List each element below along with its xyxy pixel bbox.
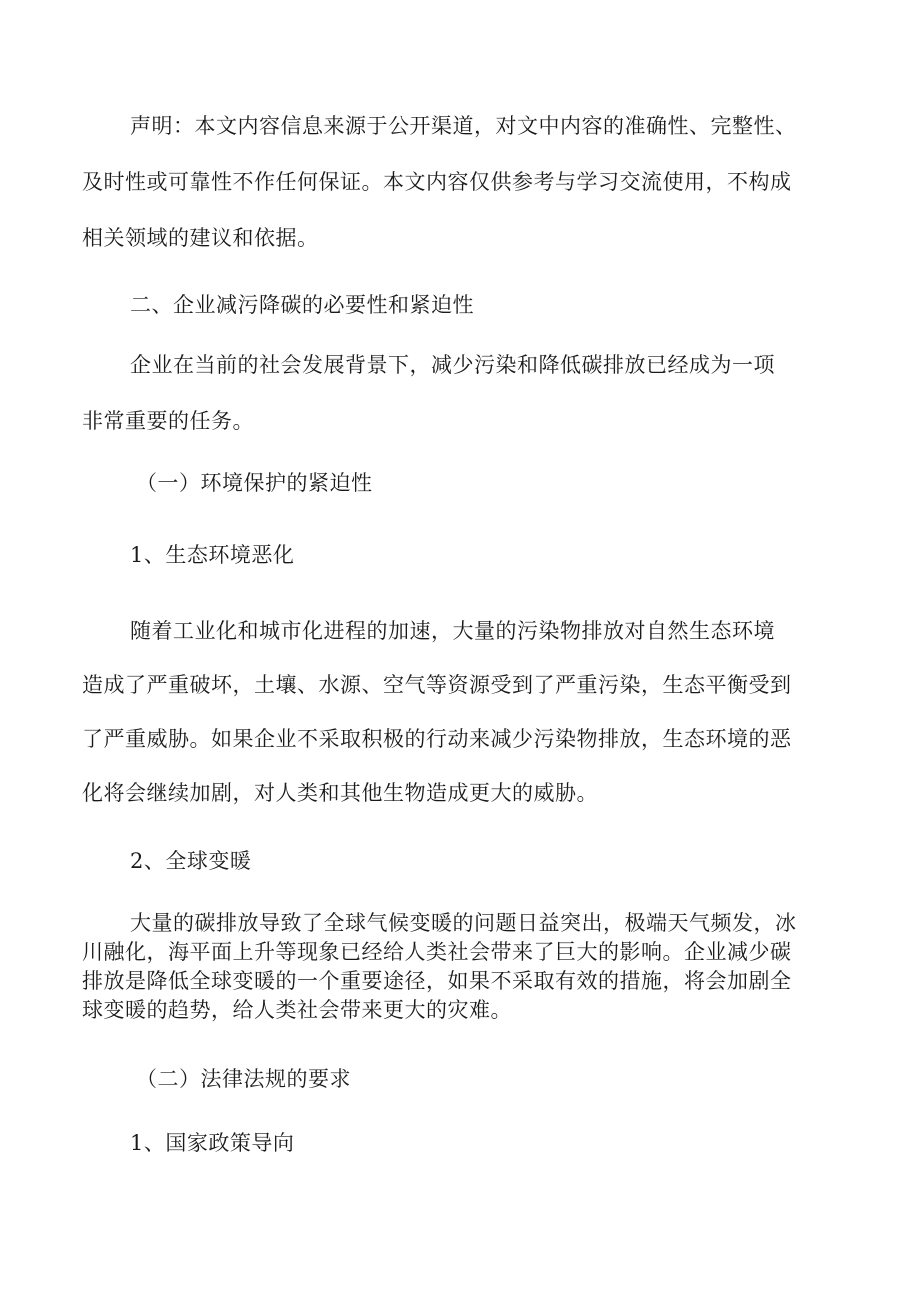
subsection-heading (82, 464, 842, 502)
statement-line: 及时性或可靠性不作任何保证。本文内容仅供参考与学习交流使用，不构成 (82, 170, 792, 194)
section-heading (82, 286, 842, 324)
statement-paragraph (82, 107, 842, 257)
statement-line: 声明：本文内容信息来源于公开渠道，对文中内容的准确性、完整性、 (130, 114, 797, 138)
item-heading (82, 536, 842, 574)
item-2-line: 大量的碳排放导致了全球气候变暖的问题日益突出，极端天气频发，冰 (130, 911, 797, 935)
item-1-line: 造成了严重破坏，土壤、水源、空气等资源受到了严重污染，生态平衡受到 (82, 673, 792, 697)
item-2-line: 川融化，海平面上升等现象已经给人类社会带来了巨大的影响。企业减少碳 (82, 940, 792, 964)
intro-line: 非常重要的任务。 (82, 409, 254, 433)
item-1-line: 了严重威胁。如果企业不采取积极的行动来减少污染物排放，生态环境的恶 (82, 727, 792, 751)
item-2-line: 球变暖的趋势，给人类社会带来更大的灾难。 (82, 998, 512, 1022)
item-1-paragraph (82, 612, 842, 812)
item-2-line: 排放是降低全球变暖的一个重要途径，如果不采取有效的措施，将会加剧全 (82, 969, 792, 993)
subsection-2-heading: （二）法律法规的要求 (136, 1067, 351, 1091)
item-heading (82, 842, 842, 880)
section-2-heading: 二、企业减污降碳的必要性和紧迫性 (130, 293, 474, 317)
item-heading (82, 1124, 842, 1162)
item-1-heading: 1、生态环境恶化 (130, 543, 295, 567)
item-1-line: 化将会继续加剧，对人类和其他生物造成更大的威胁。 (82, 781, 598, 805)
intro-paragraph (82, 346, 842, 440)
item-2-paragraph (82, 909, 842, 1025)
intro-line: 企业在当前的社会发展背景下，减少污染和降低碳排放已经成为一项 (130, 353, 775, 377)
statement-line: 相关领域的建议和依据。 (82, 226, 319, 250)
subsection-heading (82, 1060, 842, 1098)
item-2-heading: 2、全球变暖 (130, 849, 252, 873)
item-3-heading: 1、国家政策导向 (130, 1131, 295, 1155)
subsection-1-heading: （一）环境保护的紧迫性 (136, 471, 373, 495)
item-1-line: 随着工业化和城市化进程的加速，大量的污染物排放对自然生态环境 (130, 619, 775, 643)
